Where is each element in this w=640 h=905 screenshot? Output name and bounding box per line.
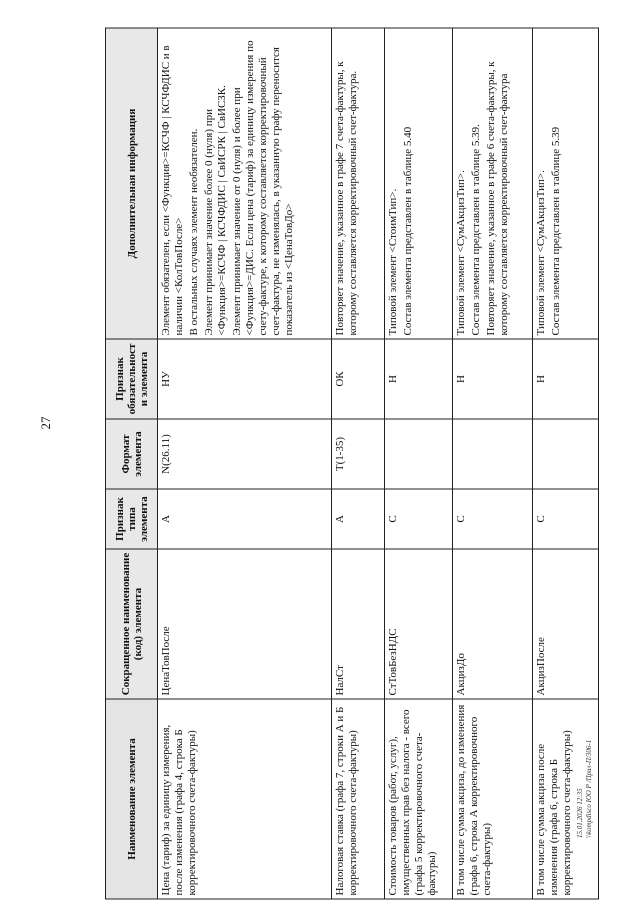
- cell-format: N(26.11): [158, 419, 332, 489]
- cell-name: Стоимость товаров (работ, услуг), имущественных прав без налога - всего (графа 5 корректировочного счета-фактуры): [384, 699, 452, 899]
- cell-required: ОК: [331, 339, 384, 419]
- info-line: В остальных случаях элемент необязателен.: [188, 128, 200, 336]
- header-name: Наименование элемента: [106, 699, 158, 899]
- cell-type: С: [452, 489, 533, 549]
- cell-format: [384, 419, 452, 489]
- cell-info: [452, 28, 533, 339]
- header-code: Сокращенное наименование (код) элемента: [106, 549, 158, 699]
- info-line: Элемент принимает значение от 0 (нуля) и более при <Функция>=ДИС. Если цена (тариф) за единицу измерения по счету-фактуре, к которому составляется корректировочный счет-фактура, не изменялась, в указанную графу переносится показатель из <ЦенаТовДо>: [231, 40, 295, 336]
- info-line: Типовой элемент <СтоимТип>.: [386, 188, 399, 336]
- info-line: Элемент принимает значение более 0 (нуля) при <Функция>=КСЧФ | КСЧФДИС | СвИСРК | СвИСЗК.: [203, 85, 228, 336]
- cell-name: Налоговая ставка (графа 7, строки А и Б корректировочного счета-фактуры): [331, 699, 384, 899]
- header-info: Дополнительная информация: [106, 28, 158, 339]
- info-line: Типовой элемент <СумАкцизТип>.: [535, 170, 548, 336]
- info-line: Повторяет значение, указанное в графе 7 счета-фактуры, к которому составляется корректировочный счет-фактура.: [333, 61, 359, 336]
- cell-format: T(1-35): [331, 419, 384, 489]
- cell-name: В том числе сумма акциза после изменения (графа 6, строка Б корректировочного счета-фактуры): [533, 699, 599, 899]
- cell-type: А: [158, 489, 332, 549]
- elements-table: [105, 28, 599, 900]
- cell-code: АкцизДо: [452, 549, 533, 699]
- cell-type: С: [384, 489, 452, 549]
- cell-code: НалСт: [331, 549, 384, 699]
- cell-required: Н: [452, 339, 533, 419]
- info-line: Повторяет значение, указанное в графе 6 счета-фактуры, к которому составляется корректировочный счет-фактура: [484, 61, 510, 336]
- cell-required: НУ: [158, 339, 332, 419]
- footer-path: \\kompdisco ЮО Р /Прил-П/306-1: [585, 739, 593, 838]
- cell-code: АкцизПосле: [533, 549, 599, 699]
- info-line: Типовой элемент <СумАкцизТип>.: [454, 170, 467, 336]
- cell-name: В том числе сумма акциза, до изменения (графа 6, строка А корректировочного счета-фактуры): [452, 699, 533, 899]
- cell-format: [533, 419, 599, 489]
- header-type: Признак типа элемента: [106, 489, 158, 549]
- cell-info: [384, 28, 452, 339]
- table-row: [384, 28, 452, 899]
- cell-code: СтТовБезНДС: [384, 549, 452, 699]
- table-row: [452, 28, 533, 899]
- cell-info: [533, 28, 599, 339]
- info-line: Состав элемента представлен в таблице 5.39.: [469, 124, 482, 336]
- page-number: 27: [38, 416, 53, 430]
- cell-required: Н: [533, 339, 599, 419]
- info-line: Состав элемента представлен в таблице 5.40: [401, 126, 414, 336]
- cell-type: А: [331, 489, 384, 549]
- table-row: [158, 28, 332, 899]
- cell-required: Н: [384, 339, 452, 419]
- table-row: [331, 28, 384, 899]
- header-format: Формат элемента: [106, 419, 158, 489]
- header-required: Признак обязательности элемента: [106, 339, 158, 419]
- cell-name: Цена (тариф) за единицу измерения, после изменения (графа 4, строка Б корректировочного счета-фактуры): [158, 699, 332, 899]
- cell-type: С: [533, 489, 599, 549]
- cell-code: ЦенаТовПосле: [158, 549, 332, 699]
- info-line: Элемент обязателен, если <Функция>=КСЧФ | КСЧФДИС и в наличии <КолТовПосле>: [160, 45, 185, 336]
- table-header-row: [106, 28, 158, 899]
- footer-date: 15.01.2026 12:35: [576, 788, 584, 838]
- cell-info: [158, 28, 332, 339]
- table-container: [105, 29, 599, 900]
- cell-format: [452, 419, 533, 489]
- cell-info: [331, 28, 384, 339]
- info-line: Состав элемента представлен в таблице 5.39: [550, 126, 563, 336]
- footer-stamp: [576, 718, 594, 838]
